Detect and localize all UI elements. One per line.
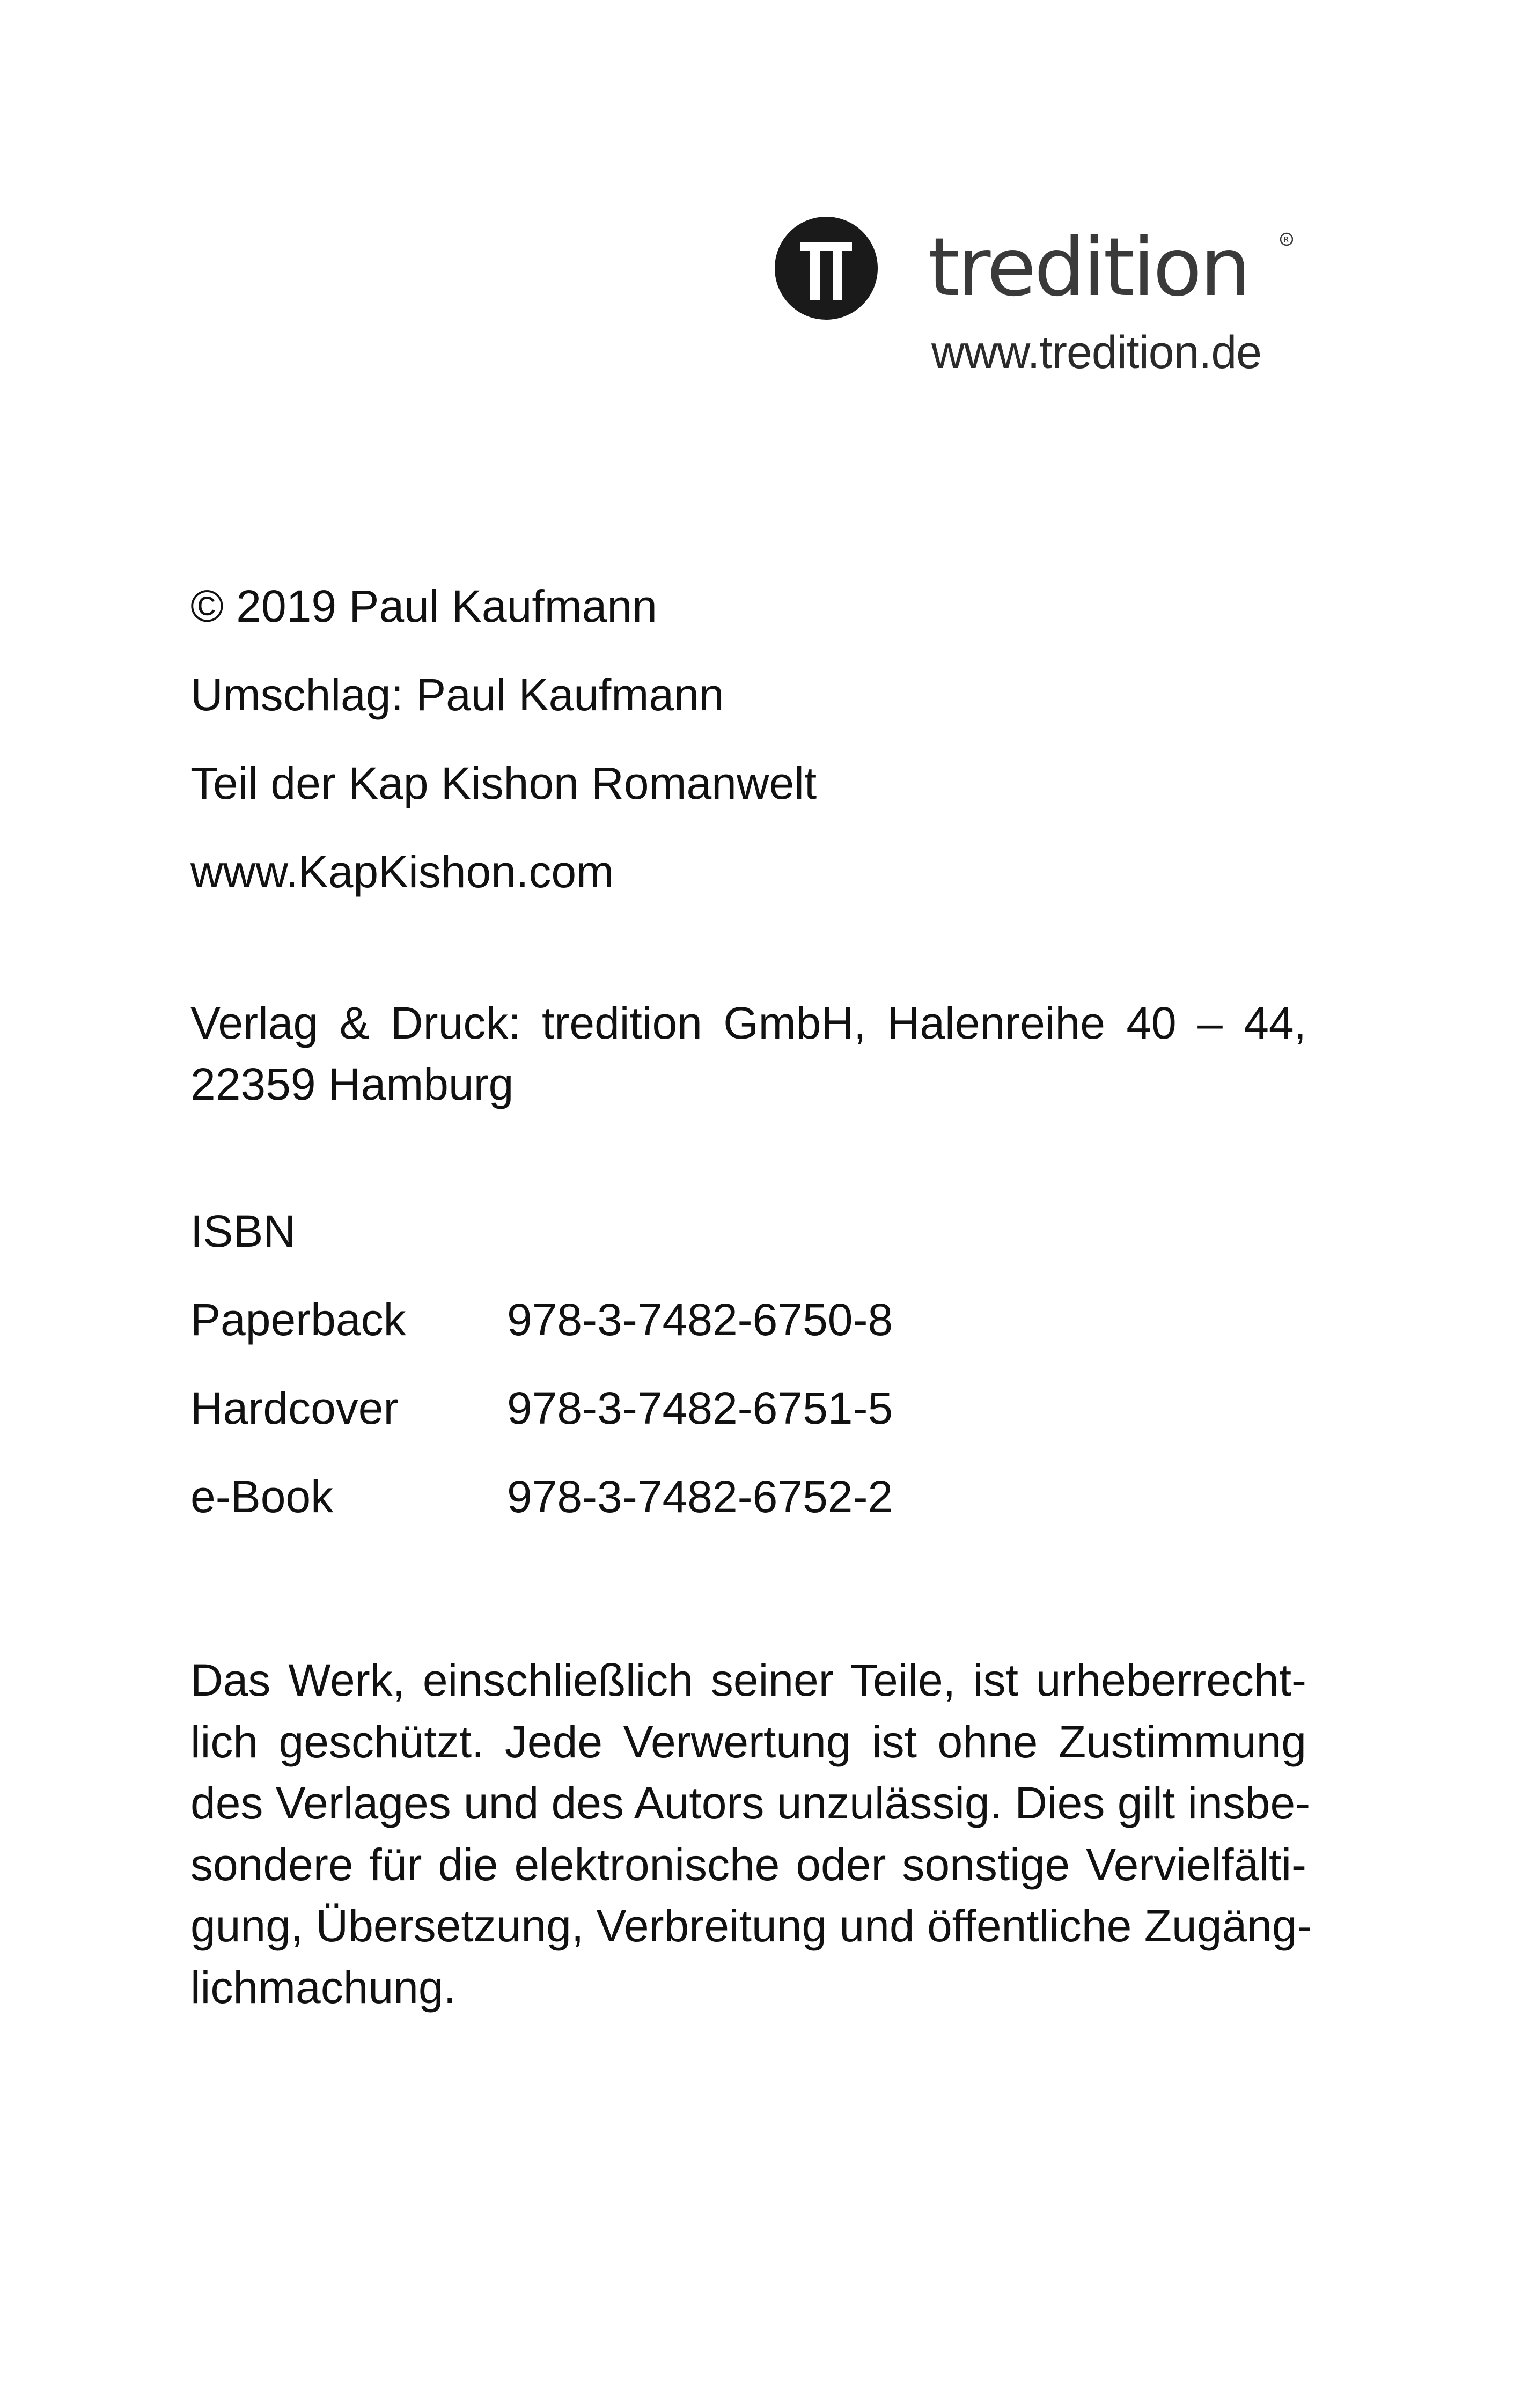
rights-line: gung, Übersetzung, Verbreitung und öffentliche Zugäng- bbox=[190, 1901, 1312, 1952]
rights-notice bbox=[190, 1649, 1312, 2019]
publisher-word: Verlag bbox=[190, 998, 319, 1048]
cover-credit: Umschlag: Paul Kaufmann bbox=[190, 669, 724, 720]
isbn-number: 978-3-7482-6752-2 bbox=[507, 1471, 893, 1522]
tredition-logo-icon bbox=[773, 209, 1293, 333]
isbn-format: Hardcover bbox=[190, 1383, 399, 1433]
isbn-entry bbox=[190, 1381, 893, 1435]
publisher-line-2: 22359 Hamburg bbox=[190, 1059, 514, 1109]
isbn-format: Paperback bbox=[190, 1294, 406, 1345]
website-link: www.KapKishon.com bbox=[190, 846, 614, 897]
publisher-logo bbox=[773, 209, 1293, 381]
isbn-heading: ISBN bbox=[190, 1206, 296, 1256]
publisher-url: www.tredition.de bbox=[931, 327, 1261, 378]
rights-line: lich geschützt. Jede Verwertung ist ohne Zustimmung bbox=[190, 1716, 1306, 1767]
rights-line: sondere für die elektronische oder sonstige Vervielfälti- bbox=[190, 1839, 1306, 1890]
copyright-line: © 2019 Paul Kaufmann bbox=[190, 581, 657, 631]
isbn-number: 978-3-7482-6750-8 bbox=[507, 1294, 893, 1345]
publisher-word: 40 bbox=[1126, 998, 1177, 1048]
rights-line: des Verlages und des Autors unzulässig. Dies gilt insbe- bbox=[190, 1778, 1311, 1829]
publisher-line-1 bbox=[190, 992, 1306, 1054]
publisher-word: Druck: bbox=[390, 998, 521, 1048]
isbn-entry bbox=[190, 1293, 893, 1346]
svg-text:R: R bbox=[1283, 235, 1289, 245]
publisher-word: GmbH, bbox=[723, 998, 866, 1048]
publisher-word: tredition bbox=[542, 998, 702, 1048]
isbn-format: e-Book bbox=[190, 1471, 334, 1522]
rights-line: Das Werk, einschließlich seiner Teile, ist urheberrecht- bbox=[190, 1655, 1306, 1705]
isbn-number: 978-3-7482-6751-5 bbox=[507, 1383, 893, 1433]
publisher-word: & bbox=[339, 998, 370, 1048]
publisher-address bbox=[190, 992, 1306, 1115]
publisher-word: Halenreihe bbox=[887, 998, 1105, 1048]
publisher-word: – bbox=[1197, 998, 1223, 1048]
isbn-entry bbox=[190, 1470, 893, 1523]
svg-text:tredition: tredition bbox=[928, 221, 1249, 314]
rights-line: lichmachung. bbox=[190, 1962, 456, 2013]
publisher-word: 44, bbox=[1244, 998, 1306, 1048]
series-note: Teil der Kap Kishon Romanwelt bbox=[190, 758, 817, 808]
